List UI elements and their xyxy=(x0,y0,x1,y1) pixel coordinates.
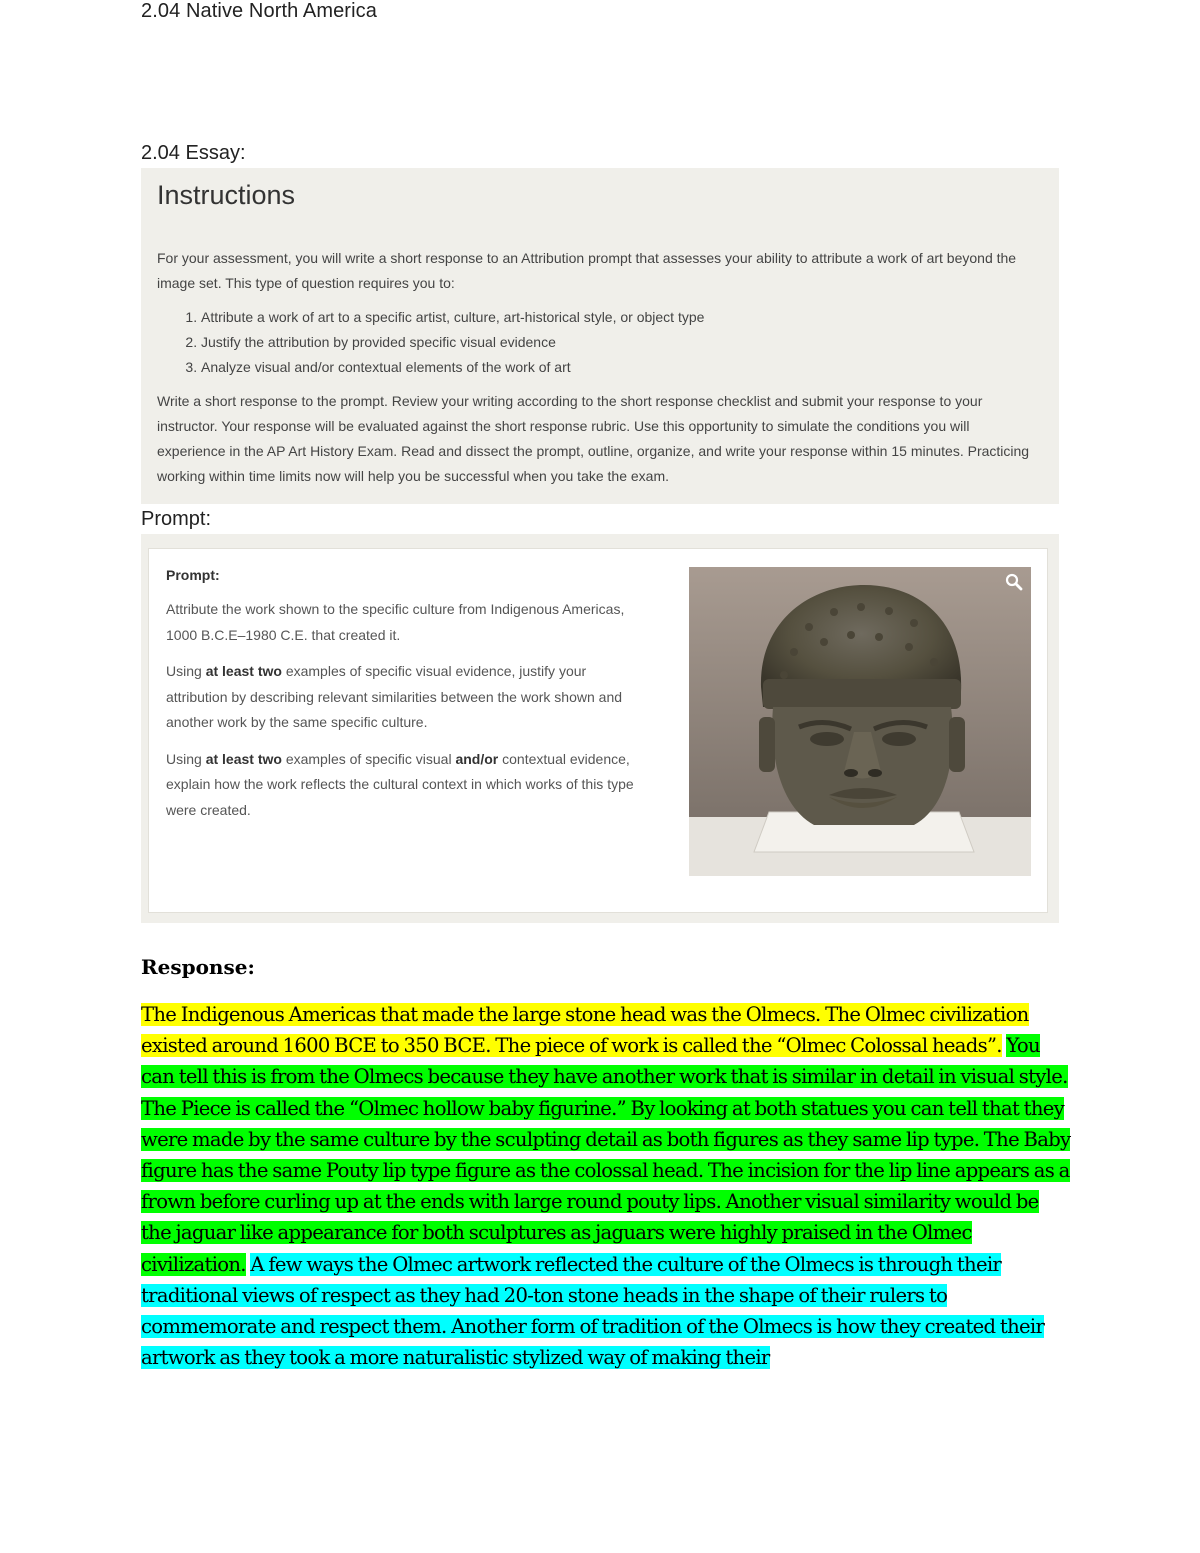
magnify-icon[interactable] xyxy=(1005,573,1023,591)
response-text xyxy=(141,999,1071,1373)
prompt-paragraph-1: Attribute the work shown to the specific culture from Indigenous Americas, 1000 B.C.E–1980 C.E. that created it. xyxy=(166,601,625,643)
instructions-outro: Write a short response to the prompt. Review your writing according to the short response checklist and submit your response to your instructor. Your response will be evaluated against the short response rubric. Use this opportunity to simulate the conditions you will experience in the AP Art History Exam. Read and dissect the prompt, outline, organize, and write your response within 15 minutes. Practicing working within time limits now will help you be successful when you take the exam. xyxy=(157,393,1030,484)
olmec-head-image[interactable] xyxy=(689,567,1031,876)
response-label: Response: xyxy=(141,955,255,979)
prompt-card xyxy=(148,548,1048,913)
instructions-list-item: 3. Analyze visual and/or contextual elements of the work of art xyxy=(201,355,1043,380)
instructions-heading: Instructions xyxy=(157,180,296,210)
prompt-panel xyxy=(141,534,1059,923)
instructions-list xyxy=(157,305,1043,380)
instructions-panel xyxy=(141,168,1059,504)
instructions-intro: For your assessment, you will write a short response to an Attribution prompt that assesses your ability to attribute a work of art beyond the image set. This type of question requires you to: xyxy=(157,250,1017,291)
prompt-heading: Prompt: xyxy=(166,567,220,583)
instructions-list-item: 1. Attribute a work of art to a specific artist, culture, art-historical style, or object type xyxy=(201,305,1043,330)
response-attribution-highlight: The Indigenous Americas that made the large stone head was the Olmecs. The Olmec civilization existed around 1600 BCE to 350 BCE. The piece of work is called the “Olmec Colossal heads”. xyxy=(141,1003,1029,1058)
prompt-label: Prompt: xyxy=(141,508,212,530)
olmec-head-illustration xyxy=(689,567,1031,876)
response-visual-evidence-highlight: You can tell this is from the Olmecs because they have another work that is similar in detail in visual style. The Piece is called the “Olmec hollow baby figurine.” By looking at both statues you can tell that they were made by the same culture by the sculpting detail as both figures as they same lip type. The Baby figure has the same Pouty lip type figure as the colossal head. The incision for the lip line appears as a frown before curling up at the ends with large round pouty lips. Another visual similarity would be the jaguar like appearance for both sculptures as jaguars were highly praised in the Olmec civilization. xyxy=(141,1034,1071,1276)
prompt-text xyxy=(166,567,646,834)
instructions-list-item: 2. Justify the attribution by provided specific visual evidence xyxy=(201,330,1043,355)
prompt-paragraph-3: Using at least two examples of specific visual and/or contextual evidence, explain how the work reflects the cultural context in which works of this type were created. xyxy=(166,750,634,818)
prompt-paragraph-2: Using at least two examples of specific visual evidence, justify your attribution by describing relevant similarities between the work shown and another work by the same specific culture. xyxy=(166,663,623,730)
response-context-highlight: A few ways the Olmec artwork reflected the culture of the Olmecs is through their traditional views of respect as they had 20-ton stone heads in the shape of their rulers to commemorate and respect them. Another form of tradition of the Olmecs is how they created their artwork as they took a more naturalistic stylized way of making their xyxy=(141,1252,1045,1370)
essay-label: 2.04 Essay: xyxy=(141,142,246,164)
page-title: 2.04 Native North America xyxy=(141,0,377,22)
